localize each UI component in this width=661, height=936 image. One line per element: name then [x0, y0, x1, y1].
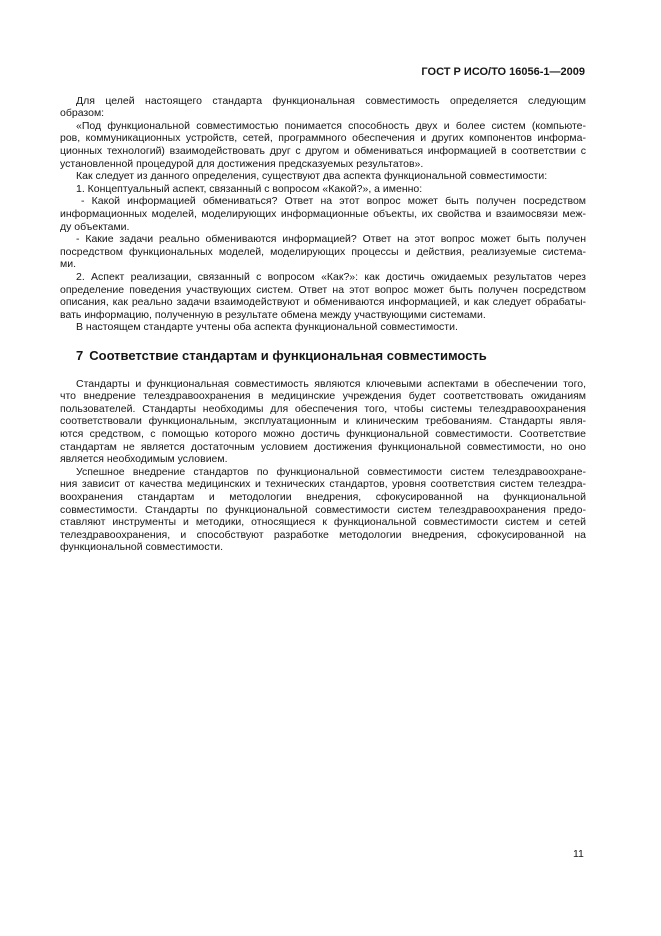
paragraph [60, 466, 586, 554]
paragraph [60, 170, 586, 183]
text-line: вать информацию, полученную в результате обмена между участвующими системами. [60, 308, 486, 321]
text-line: В настоящем стандарте учтены оба аспекта функциональной совместимости. [76, 321, 458, 334]
text-line: ния зависит от качества медицинских и технических стандартов, уровня соответствия систем телездра- [60, 478, 586, 491]
numbered-item [60, 183, 586, 196]
text-line: описания, как реально задачи взаимодействуют и обмениваются информацией, и как следует обрабаты- [60, 296, 586, 309]
intro-text [60, 95, 586, 334]
text-line: совместимости. Стандарты по функциональной совместимости систем телездравоохранения предо- [60, 503, 586, 516]
text-line: - Какой информацией обмениваться? Ответ на этот вопрос может быть получен посредством [81, 195, 586, 208]
numbered-item [60, 271, 586, 321]
text-line: воохранения стандартам и методологии внедрения, сфокусированной на функциональной [60, 491, 586, 504]
section-7-text [60, 378, 586, 554]
section-number: 7 [76, 348, 84, 363]
text-line: определение поведения участвующих систем. Ответ на этот вопрос может быть получен посредством [60, 283, 586, 296]
text-line: пользователей. Стандарты необходимы для обеспечения того, чтобы системы телездравоохранения [60, 402, 586, 415]
text-line: 2. Аспект реализации, связанный с вопросом «Как?»: как достичь ожидаемых результатов через [76, 271, 586, 283]
text-line: функциональной совместимости. [60, 541, 224, 554]
text-line: ются средством, с помощью которого можно достичь функциональной совместимости. Соответствие [60, 428, 586, 441]
list-item [60, 233, 586, 271]
text-line: ставляют инструменты и методики, относящиеся к функциональной совместимости систем и сетей [60, 516, 586, 529]
paragraph [60, 321, 586, 334]
text-line: что внедрение телездравоохранения в медицинские учреждения будет соответствовать ожиданиям [60, 390, 586, 403]
page-number: 11 [573, 848, 584, 860]
section-title: Соответствие стандартам и функциональная совместимость [89, 348, 487, 363]
text-line: ционных технологий) взаимодействовать друг с другом и обмениваться информацией в соответствии с [60, 145, 586, 158]
section-heading [76, 348, 487, 364]
text-line: посредством функциональных моделей, моделирующих процессы и действия, реализуемые система- [60, 245, 586, 258]
paragraph [60, 378, 586, 466]
text-line: информационных моделей, моделирующих информационные объекты, их свойства и взаимосвязи меж- [60, 208, 586, 221]
list-item [60, 195, 586, 233]
text-line: - Какие задачи реально обмениваются информацией? Ответ на этот вопрос может быть получен [76, 233, 586, 246]
text-line: ду объектами. [60, 220, 130, 233]
text-line: является необходимым условием. [60, 453, 228, 466]
text-line: соответствовали функциональным, эксплуатационным и клиническим требованиям. Стандарты явля- [60, 415, 586, 428]
text-line: установленной процедурой для достижения предсказуемых результатов». [60, 157, 424, 170]
text-line: 1. Концептуальный аспект, связанный с вопросом «Какой?», а именно: [76, 182, 423, 195]
running-header: ГОСТ Р ИСО/ТО 16056-1—2009 [421, 66, 585, 78]
paragraph-definition-quote [60, 120, 586, 170]
text-line: телездравоохранения, и способствуют разработке методологии внедрения, сфокусированной на [60, 528, 586, 541]
text-line: Как следует из данного определения, существуют два аспекта функциональной совместимости: [76, 170, 548, 183]
text-line: образом: [60, 107, 105, 120]
text-line: «Под функциональной совместимостью понимается способность двух и более систем (компьюте- [76, 119, 586, 132]
text-line: Успешное внедрение стандартов по функциональной совместимости систем телездравоохране- [76, 465, 586, 478]
text-line: Для целей настоящего стандарта функциональная совместимость определяется следующим [76, 94, 586, 107]
paragraph [60, 95, 586, 120]
text-line: Стандарты и функциональная совместимость являются ключевыми аспектами в обеспечении того, [76, 377, 586, 390]
text-line: стандартам не является достаточным условием достижения функциональной совместимости, но оно [60, 440, 586, 453]
text-line: ров, коммуникационных устройств, сетей, программного обеспечения и других компонентов информа- [60, 132, 586, 145]
text-line: ми. [60, 258, 77, 271]
